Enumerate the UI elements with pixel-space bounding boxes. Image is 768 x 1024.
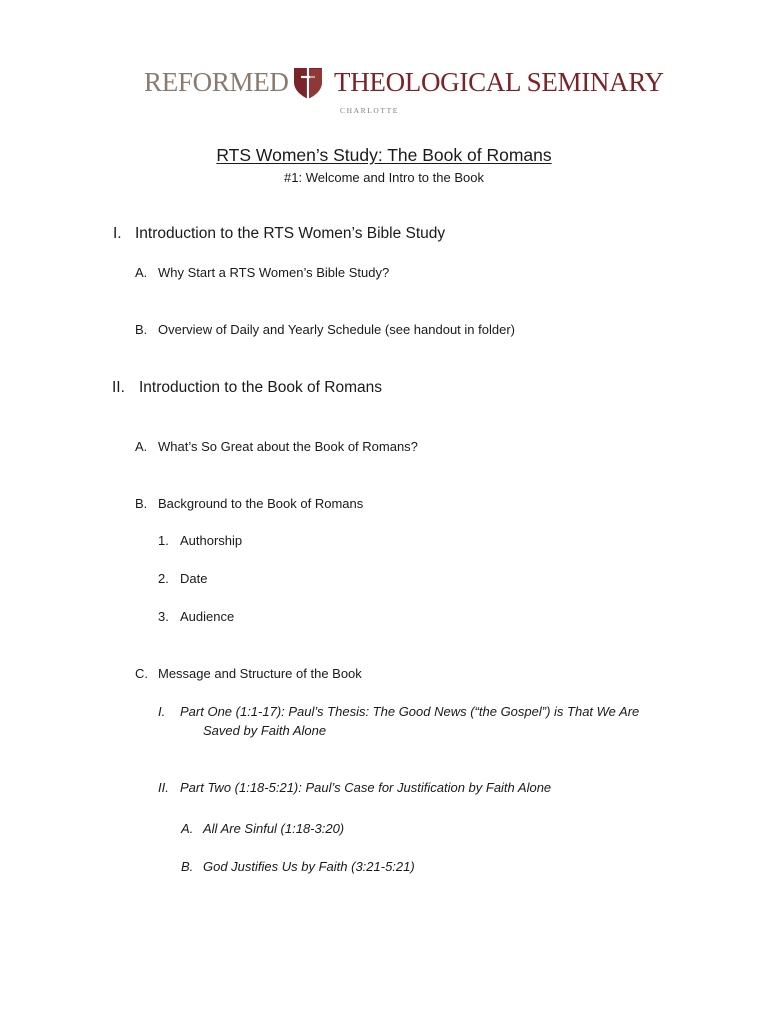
item-text: Background to the Book of Romans xyxy=(158,496,364,511)
section-2-title: Introduction to the Book of Romans xyxy=(139,379,382,396)
item-text: Message and Structure of the Book xyxy=(158,666,362,681)
item-letter: A. xyxy=(135,265,148,280)
item-number: 1. xyxy=(158,533,169,548)
item-text: Overview of Daily and Yearly Schedule (see handout in folder) xyxy=(158,322,515,337)
part-two-item-b xyxy=(181,859,415,874)
section-1-item-a xyxy=(135,265,390,280)
structure-part-two xyxy=(158,780,552,795)
section-2-item-a xyxy=(135,439,418,454)
item-text: Why Start a RTS Women’s Bible Study? xyxy=(158,265,390,280)
part-text: Part Two (1:18-5:21): Paul’s Case for Justification by Faith Alone xyxy=(180,780,552,795)
part-two-item-a xyxy=(181,821,345,836)
structure-part-one xyxy=(158,704,640,738)
item-text: God Justifies Us by Faith (3:21-5:21) xyxy=(203,859,415,874)
item-letter: B. xyxy=(135,322,148,337)
section-1-heading xyxy=(113,225,446,243)
part-text-line-2: Saved by Faith Alone xyxy=(203,723,327,738)
item-letter: A. xyxy=(181,821,194,836)
item-letter: A. xyxy=(135,439,148,454)
item-text: Authorship xyxy=(180,533,243,548)
item-letter: B. xyxy=(135,496,148,511)
part-text-line-1: Part One (1:1-17): Paul’s Thesis: The Good News (“the Gospel”) is That We Are xyxy=(180,704,640,719)
item-number: 3. xyxy=(158,609,169,624)
background-item-audience xyxy=(158,609,235,624)
logo-text-theological-seminary: THEOLOGICAL SEMINARY xyxy=(334,67,664,97)
part-number: II. xyxy=(158,780,169,795)
section-2-item-c xyxy=(135,666,362,681)
logo-text-reformed: REFORMED xyxy=(144,67,289,97)
section-1-number: I. xyxy=(113,225,122,242)
section-2-item-b xyxy=(135,496,364,511)
section-1-item-b xyxy=(135,322,515,337)
item-text: Audience xyxy=(180,609,235,624)
document-title: RTS Women’s Study: The Book of Romans xyxy=(216,145,552,165)
section-2-heading xyxy=(112,379,382,397)
item-text: All Are Sinful (1:18-3:20) xyxy=(203,821,345,836)
section-2-number: II. xyxy=(112,379,125,396)
item-number: 2. xyxy=(158,571,169,586)
item-text: Date xyxy=(180,571,208,586)
part-number: I. xyxy=(158,704,166,719)
section-1-title: Introduction to the RTS Women’s Bible Study xyxy=(135,225,446,242)
cross-shield-icon xyxy=(292,66,324,100)
background-item-authorship xyxy=(158,533,243,548)
item-letter: B. xyxy=(181,859,194,874)
document-subtitle: #1: Welcome and Intro to the Book xyxy=(284,170,484,185)
logo-text-charlotte: CHARLOTTE xyxy=(340,106,399,115)
item-text: What’s So Great about the Book of Romans? xyxy=(158,439,418,454)
item-letter: C. xyxy=(135,666,148,681)
background-item-date xyxy=(158,571,208,586)
